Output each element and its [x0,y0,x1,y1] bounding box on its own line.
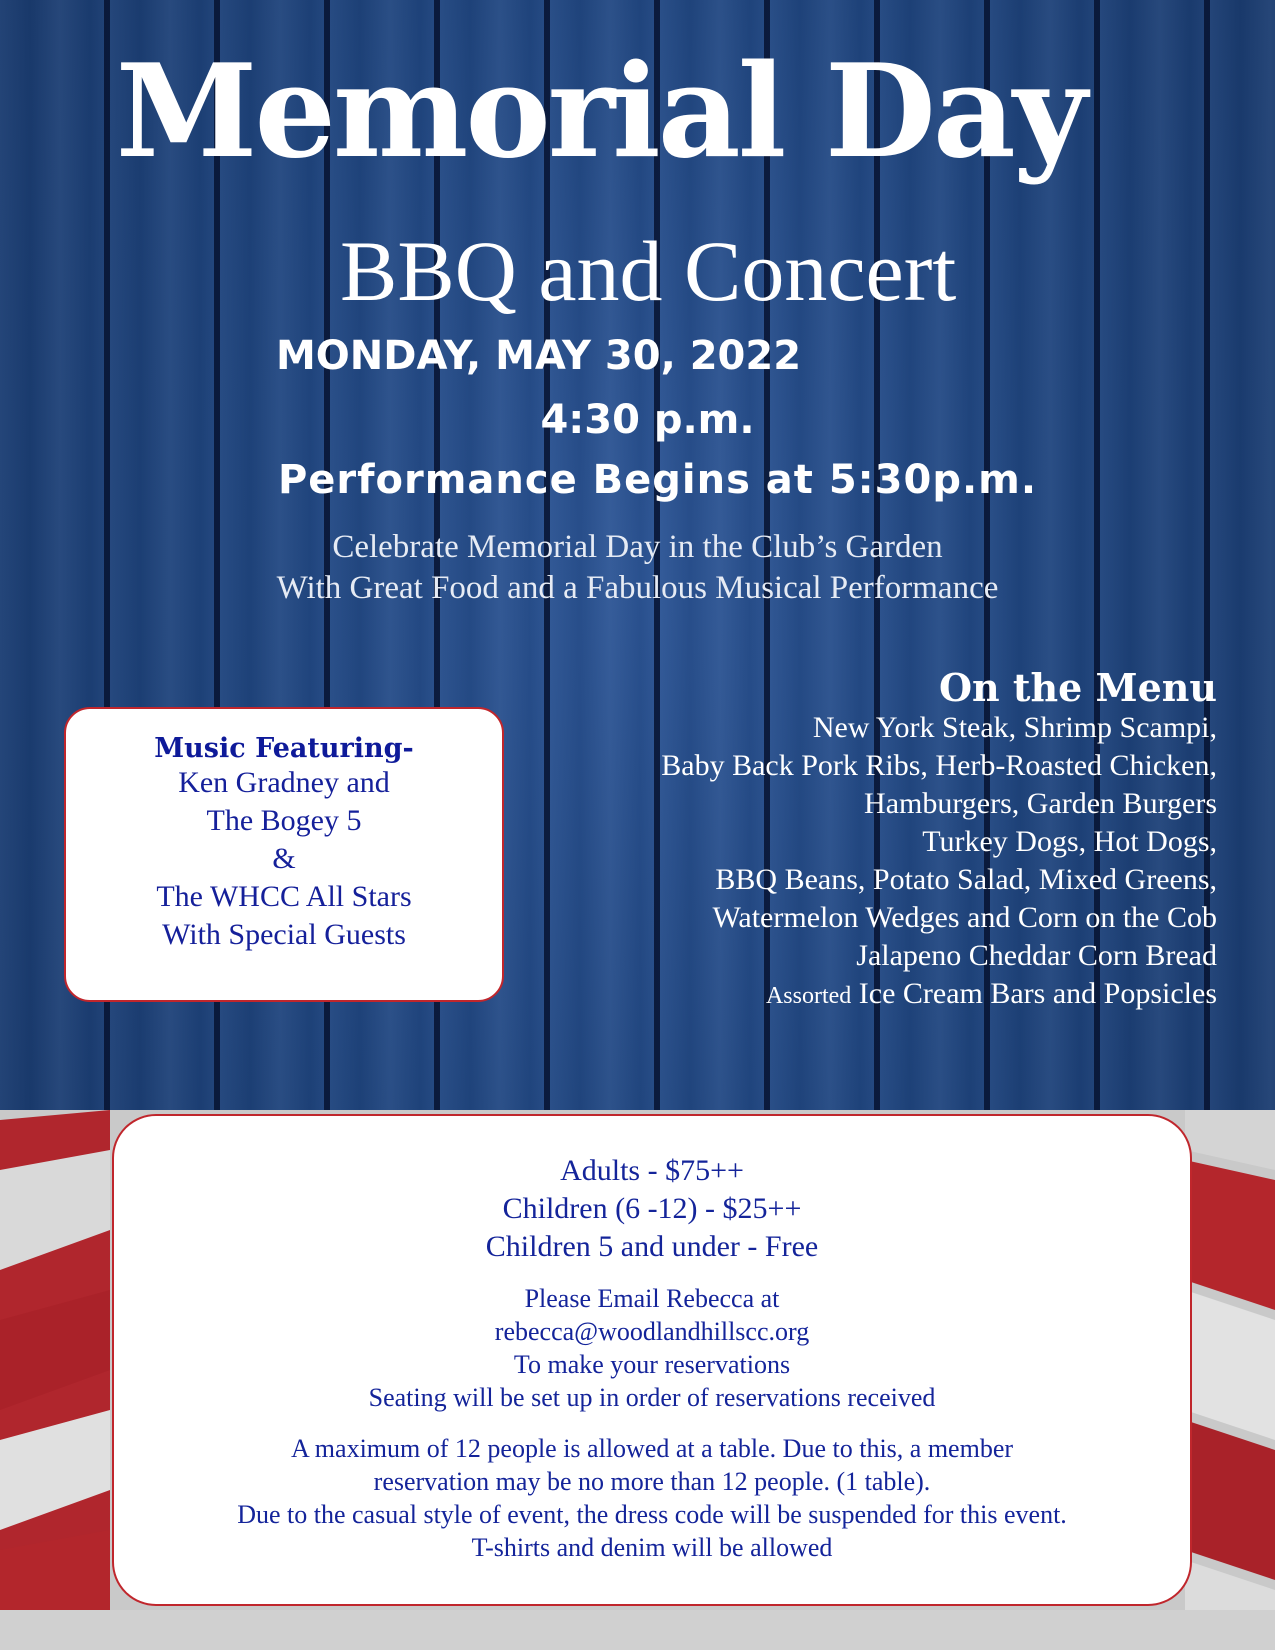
tagline-line: With Great Food and a Fabulous Musical Performance [276,570,999,606]
policy-block [114,1432,1190,1564]
event-subtitle: BBQ and Concert [340,223,957,319]
policy-line: Due to the casual style of event, the dress code will be suspended for this event. [237,1500,1067,1529]
music-line: Ken Gradney and [178,766,390,799]
reservation-block [114,1282,1190,1414]
reservation-line: Please Email Rebecca at [524,1284,780,1313]
event-title: Memorial Day [115,37,1085,187]
menu-item: New York Steak, Shrimp Scampi, [812,711,1217,744]
menu-item-dessert [517,975,1217,1015]
menu-item-prefix: Assorted [765,983,852,1009]
music-line: With Special Guests [162,918,406,951]
menu-item: Jalapeno Cheddar Corn Bread [856,939,1217,972]
price-children-free: Children 5 and under - Free [485,1230,819,1263]
reservation-info-box [112,1114,1192,1606]
reservation-email[interactable]: rebecca@woodlandhillscc.org [494,1317,810,1346]
menu-list [517,709,1217,1015]
menu-item: Hamburgers, Garden Burgers [864,787,1217,820]
menu-item: Turkey Dogs, Hot Dogs, [922,825,1217,858]
music-featuring-box [64,707,504,1002]
pricing-block [114,1152,1190,1266]
menu-heading: On the Menu [938,665,1217,710]
price-children: Children (6 -12) - $25++ [502,1192,802,1225]
reservation-line: Seating will be set up in order of reservations received [368,1383,936,1412]
music-line: The WHCC All Stars [156,880,412,913]
performance-time: Performance Begins at 5:30p.m. [277,457,1038,503]
reservation-line: To make your reservations [513,1350,791,1379]
menu-item: BBQ Beans, Potato Salad, Mixed Greens, [715,863,1217,896]
menu-item: Watermelon Wedges and Corn on the Cob [712,901,1217,934]
event-date: MONDAY, MAY 30, 2022 [276,333,802,379]
menu-item-rest: Ice Cream Bars and Popsicles [851,977,1217,1010]
event-time: 4:30 p.m. [540,397,755,443]
policy-line: T-shirts and denim will be allowed [471,1533,833,1562]
event-tagline [0,527,1275,609]
policy-line: reservation may be no more than 12 people. (1 table). [373,1467,931,1496]
menu-item: Baby Back Pork Ribs, Herb-Roasted Chicken, [661,749,1217,782]
tagline-line: Celebrate Memorial Day in the Club’s Garden [332,529,943,565]
music-line: The Bogey 5 [206,804,362,837]
price-adults: Adults - $75++ [560,1154,744,1187]
policy-line: A maximum of 12 people is allowed at a table. Due to this, a member [290,1434,1014,1463]
music-heading: Music Featuring- [154,733,414,764]
music-line: & [272,842,296,875]
